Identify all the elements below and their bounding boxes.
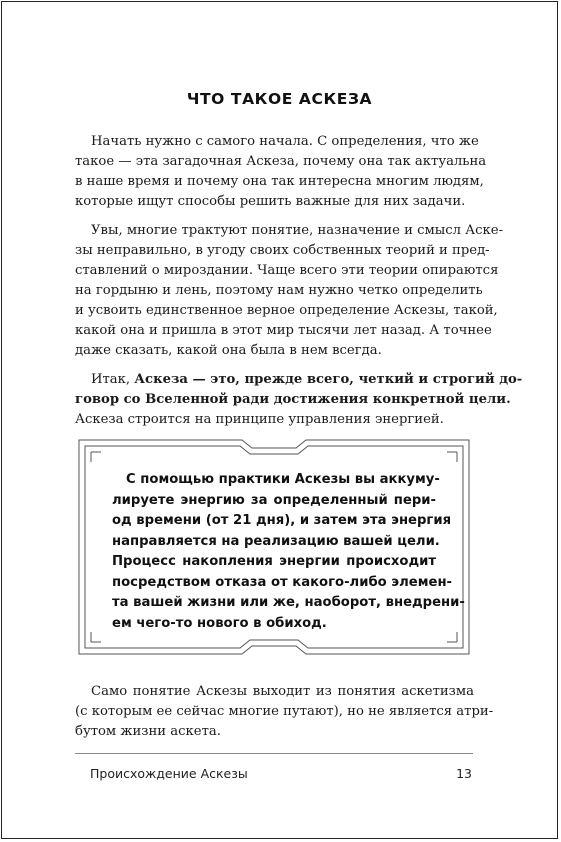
book-page (1, 1, 558, 839)
page-title: ЧТО ТАКОЕ АСКЕЗА (186, 90, 373, 108)
paragraph-asceticism (75, 682, 494, 742)
text-line: Само понятие Аскезы выходит из понятия аскетизма (91, 684, 474, 699)
text-line: та вашей жизни или же, наоборот, внедрени- (112, 595, 465, 610)
callout-frame (77, 438, 471, 656)
page-number: 13 (456, 766, 472, 781)
text-line: в наше время и почему она так интересна многим людям, (75, 174, 484, 189)
text-line: которые ищут способы решить важные для них задачи. (75, 194, 466, 209)
paragraph-definition (75, 370, 523, 430)
text-line: Процесс накопления энергии происходит (112, 554, 436, 569)
text-line: Начать нужно с самого начала. С определения, что же (91, 134, 479, 149)
definition-prefix: Итак, (91, 372, 135, 387)
text-line: на гордыню и лень, поэтому нам нужно четко определить (75, 283, 483, 298)
paragraph-intro (75, 132, 487, 212)
footer-divider (75, 753, 473, 754)
text-line: (с которым ее сейчас многие путают), но не является атри- (75, 704, 494, 719)
text-line: какой она и пришла в этот мир тысячи лет назад. А точнее (75, 323, 492, 338)
callout-text (112, 470, 465, 634)
text-line: зы неправильно, в угоду своих собственных теорий и пред- (75, 243, 490, 258)
text-line: ставлений о мироздании. Чаще всего эти теории опираются (75, 263, 499, 278)
text-line: лируете энергию за определенный пери- (112, 492, 436, 508)
definition-bold-line: говор со Вселенной ради достижения конкретной цели. (75, 392, 511, 407)
text-line: Увы, многие трактуют понятие, назначение и смысл Аске- (91, 223, 504, 238)
text-line: С помощью практики Аскезы вы аккуму- (126, 472, 440, 487)
text-line: такое — эта загадочная Аскеза, почему она так актуальна (75, 154, 487, 169)
definition-bold: Аскеза — это, прежде всего, четкий и строгий до- (134, 372, 523, 387)
text-line: даже сказать, какой она была в нем всегда. (75, 343, 382, 358)
text-line: и усвоить единственное верное определение Аскезы, такой, (75, 303, 498, 318)
running-footer-chapter: Происхождение Аскезы (90, 766, 248, 781)
text-line: направляется на реализацию вашей цели. (112, 533, 440, 549)
text-line: Аскеза строится на принципе управления энергией. (75, 412, 444, 427)
text-line: посредством отказа от какого-либо элемен- (112, 574, 453, 590)
text-line: бутом жизни аскета. (75, 724, 221, 739)
paragraph-misinterpretation (75, 221, 504, 361)
text-line: од времени (от 21 дня), и затем эта энергия (112, 513, 452, 528)
text-line: ем чего-то нового в обиход. (112, 615, 327, 631)
text-line (75, 370, 523, 390)
